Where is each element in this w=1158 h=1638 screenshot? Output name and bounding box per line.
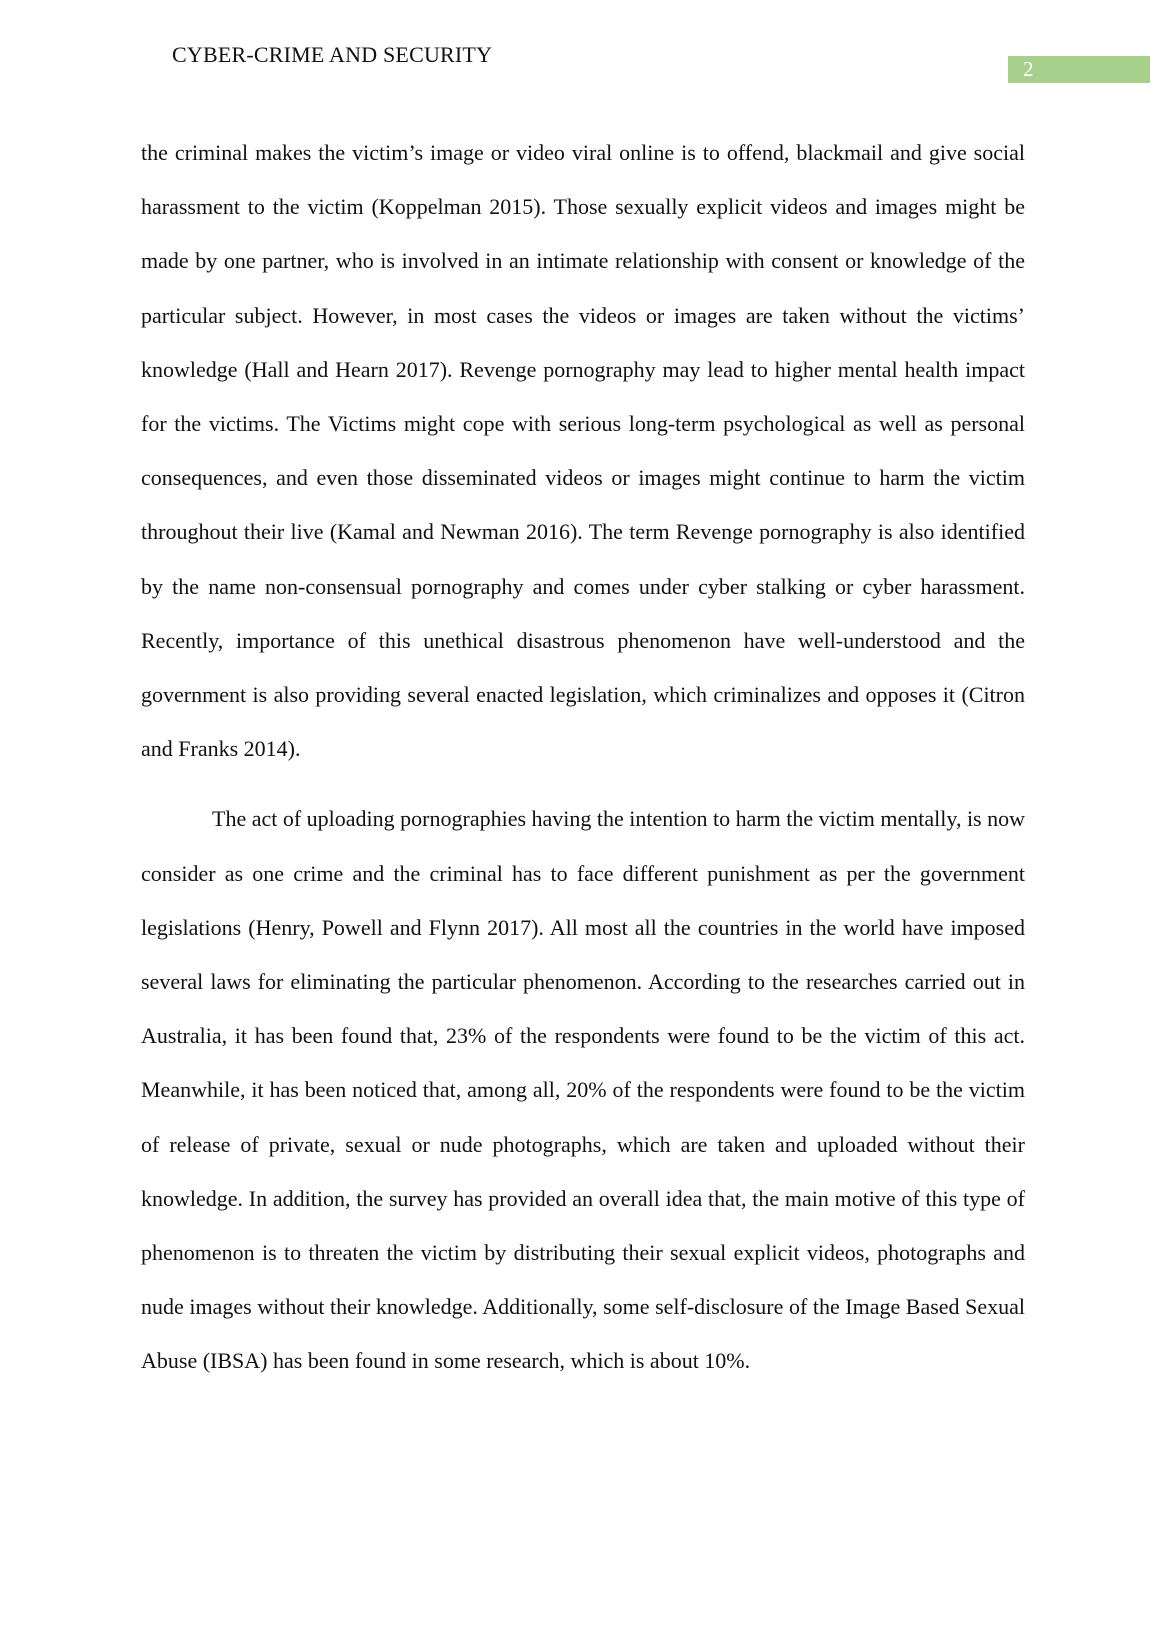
paragraph-1: the criminal makes the victim’s image or video viral online is to offend, blackmail and give social harassment to the victim (Koppelman 2015). Those sexually explicit videos and images might be made by one partner, who is involved in an intimate relationship with consent or knowledge of the particular subject. However, in most cases the videos or images are taken without the victims’ knowledge (Hall and Hearn 2017). Revenge pornography may lead to higher mental health impact for the victims. The Victims might cope with serious long-term psychological as well as personal consequences, and even those disseminated videos or images might continue to harm the victim throughout their live (Kamal and Newman 2016). The term Revenge pornography is also identified by the name non-consensual pornography and comes under cyber stalking or cyber harassment. Recently, importance of this unethical disastrous phenomenon have well-understood and the government is also providing several enacted legislation, which criminalizes and opposes it (Citron and Franks 2014). <box>141 140 1025 762</box>
paragraph-2: The act of uploading pornographies having the intention to harm the victim mentally, is now consider as one crime and the criminal has to face different punishment as per the government legislations (Henry, Powell and Flynn 2017). All most all the countries in the world have imposed several laws for eliminating the particular phenomenon. According to the researches carried out in Australia, it has been found that, 23% of the respondents were found to be the victim of this act. Meanwhile, it has been noticed that, among all, 20% of the respondents were found to be the victim of release of private, sexual or nude photographs, which are taken and uploaded without their knowledge. In addition, the survey has provided an overall idea that, the main motive of this type of phenomenon is to threaten the victim by distributing their sexual explicit videos, photographs and nude images without their knowledge. Additionally, some self-disclosure of the Image Based Sexual Abuse (IBSA) has been found in some research, which is about 10%. <box>141 806 1026 1374</box>
page-number: 2 <box>1008 56 1150 83</box>
running-head: CYBER-CRIME AND SECURITY <box>172 42 493 67</box>
body-text <box>141 126 1025 1389</box>
